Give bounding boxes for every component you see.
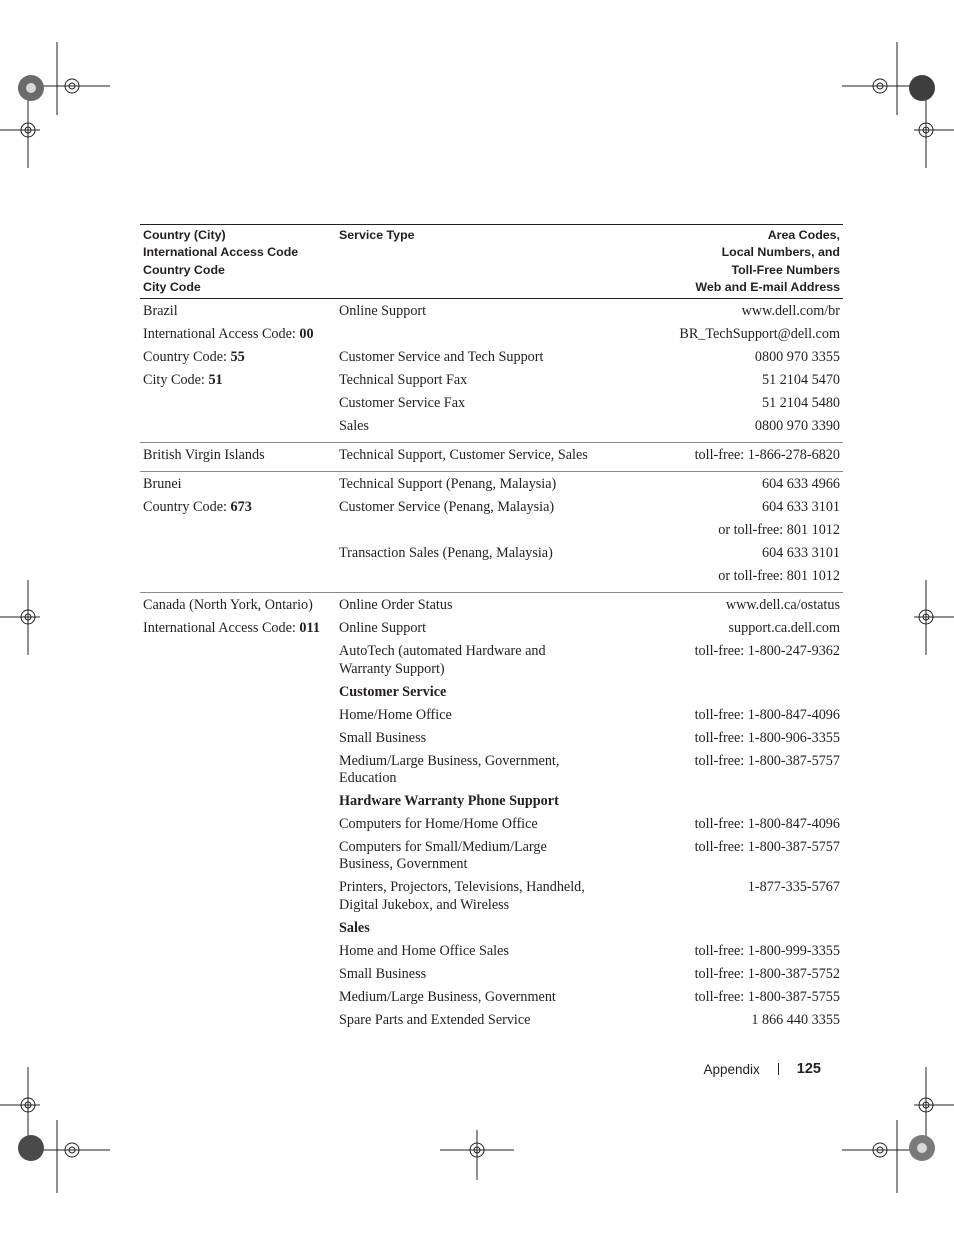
service-type-cell <box>339 326 601 343</box>
table-row <box>140 499 843 516</box>
contact-number-cell <box>601 684 840 701</box>
table-row <box>140 753 843 788</box>
table-row <box>140 476 843 493</box>
service-type-cell: Computers for Home/Home Office <box>339 816 538 832</box>
country-group <box>140 299 843 443</box>
table-row <box>140 793 843 810</box>
contact-number-cell: support.ca.dell.com <box>728 620 840 637</box>
table-row <box>140 643 843 678</box>
country-cell <box>143 545 339 562</box>
table-row <box>140 1012 843 1029</box>
country-cell <box>143 730 339 747</box>
country-cell: International Access Code: 011 <box>143 620 320 637</box>
contact-table <box>140 224 843 1036</box>
country-cell <box>143 707 339 724</box>
service-type-cell: Medium/Large Business, Government <box>339 988 556 1005</box>
country-cell <box>143 989 339 1006</box>
table-row <box>140 447 843 464</box>
service-type-cell: Home/Home Office <box>339 706 452 723</box>
table-row <box>140 597 843 614</box>
country-cell <box>143 418 339 435</box>
country-cell <box>143 966 339 983</box>
country-group <box>140 443 843 472</box>
contact-number-cell: toll-free: 1-800-906-3355 <box>694 729 840 746</box>
service-type-cell: Small Business <box>339 965 427 982</box>
contact-number-cell: 1-877-335-5767 <box>747 879 840 896</box>
table-row <box>140 372 843 389</box>
contact-number-cell: toll-free: 1-800-387-5757 <box>694 839 840 855</box>
service-type-cell: Transaction Sales (Penang, Malaysia) <box>339 545 553 562</box>
service-type-cell: Technical Support (Penang, Malaysia) <box>339 476 557 493</box>
country-cell <box>143 684 339 701</box>
table-row <box>140 943 843 960</box>
country-cell: City Code: 51 <box>143 372 223 389</box>
contact-number-cell: www.dell.com/br <box>741 303 840 320</box>
contact-number-cell: or toll-free: 801 1012 <box>718 522 840 539</box>
country-cell: Brazil <box>143 303 178 320</box>
contact-number-cell: toll-free: 1-800-847-4096 <box>694 706 840 723</box>
service-type-cell: Sales <box>339 418 369 435</box>
service-type-cell: Computers for Small/Medium/Large Business, Government <box>339 839 547 873</box>
table-row <box>140 395 843 412</box>
table-row <box>140 879 843 914</box>
service-type-cell <box>339 522 601 539</box>
contact-number-cell: or toll-free: 801 1012 <box>718 568 840 585</box>
contact-number-cell <box>601 793 840 810</box>
service-type-cell: Customer Service <box>339 683 447 700</box>
table-row <box>140 989 843 1006</box>
country-cell <box>143 839 339 874</box>
service-type-cell: Medium/Large Business, Government, Education <box>339 752 560 786</box>
service-type-cell: Customer Service Fax <box>339 395 466 412</box>
service-type-cell: Online Order Status <box>339 597 453 614</box>
contact-number-cell: 1 866 440 3355 <box>751 1011 840 1028</box>
contact-number-cell: 604 633 4966 <box>761 476 840 493</box>
country-cell <box>143 879 339 914</box>
country-cell <box>143 568 339 585</box>
contact-number-cell: 604 633 3101 <box>761 545 840 562</box>
table-body <box>140 299 843 1036</box>
table-row <box>140 684 843 701</box>
contact-number-cell: 51 2104 5470 <box>761 372 840 389</box>
service-type-cell: Small Business <box>339 729 427 746</box>
table-row <box>140 418 843 435</box>
footer-divider <box>778 1063 779 1075</box>
header-numbers: Area Codes, Local Numbers, and Toll-Free Numbers Web and E-mail Address <box>695 228 840 294</box>
contact-number-cell: toll-free: 1-800-387-5752 <box>694 965 840 982</box>
service-type-cell: Home and Home Office Sales <box>339 942 509 959</box>
table-row <box>140 707 843 724</box>
contact-number-cell: 604 633 3101 <box>761 499 840 516</box>
country-cell: Country Code: 55 <box>143 349 245 366</box>
contact-number-cell: BR_TechSupport@dell.com <box>679 326 840 343</box>
contact-number-cell: toll-free: 1-800-847-4096 <box>694 816 840 832</box>
country-cell <box>143 753 339 788</box>
country-cell: Country Code: 673 <box>143 499 252 516</box>
page-number: 125 <box>796 1061 821 1077</box>
country-cell <box>143 816 339 833</box>
contact-number-cell: 0800 970 3355 <box>754 349 840 366</box>
country-cell <box>143 643 339 678</box>
contact-number-cell: www.dell.ca/ostatus <box>725 597 840 614</box>
service-type-cell: Technical Support, Customer Service, Sales <box>339 447 588 464</box>
contact-number-cell: toll-free: 1-800-999-3355 <box>694 942 840 959</box>
table-row <box>140 730 843 747</box>
country-cell <box>143 920 339 937</box>
table-row <box>140 545 843 562</box>
table-row <box>140 326 843 343</box>
country-cell <box>143 522 339 539</box>
country-cell <box>143 793 339 810</box>
table-row <box>140 620 843 637</box>
header-service-type: Service Type <box>339 228 415 242</box>
country-cell: British Virgin Islands <box>143 447 265 464</box>
service-type-cell: Technical Support Fax <box>339 372 468 389</box>
service-type-cell: Customer Service and Tech Support <box>339 349 544 366</box>
table-row <box>140 920 843 937</box>
table-row <box>140 816 843 833</box>
contact-number-cell: toll-free: 1-800-387-5757 <box>694 752 840 769</box>
service-type-cell: AutoTech (automated Hardware and Warranty Support) <box>339 643 546 677</box>
table-row <box>140 568 843 585</box>
table-row <box>140 966 843 983</box>
table-row <box>140 349 843 366</box>
footer-section: Appendix <box>703 1061 760 1077</box>
contact-number-cell: toll-free: 1-866-278-6820 <box>694 447 840 464</box>
contact-number-cell: toll-free: 1-800-247-9362 <box>694 643 840 660</box>
country-cell: International Access Code: 00 <box>143 326 314 343</box>
contact-number-cell: 51 2104 5480 <box>761 395 840 412</box>
country-cell <box>143 1012 339 1029</box>
service-type-cell: Customer Service (Penang, Malaysia) <box>339 499 555 516</box>
table-row <box>140 522 843 539</box>
service-type-cell: Online Support <box>339 620 427 637</box>
service-type-cell <box>339 568 601 585</box>
country-cell <box>143 943 339 960</box>
country-cell: Brunei <box>143 476 182 493</box>
header-country: Country (City) International Access Code Country Code City Code <box>143 228 299 294</box>
country-cell <box>143 395 339 412</box>
contact-number-cell: 0800 970 3390 <box>754 418 840 435</box>
table-row <box>140 839 843 874</box>
service-type-cell: Hardware Warranty Phone Support <box>339 793 559 809</box>
contact-number-cell <box>601 920 840 937</box>
table-header <box>140 225 843 299</box>
table-row <box>140 303 843 320</box>
service-type-cell: Online Support <box>339 303 427 320</box>
service-type-cell: Spare Parts and Extended Service <box>339 1011 531 1028</box>
page-footer <box>704 1061 822 1077</box>
service-type-cell: Sales <box>339 919 370 936</box>
service-type-cell: Printers, Projectors, Televisions, Handheld, Digital Jukebox, and Wireless <box>339 879 585 913</box>
country-group <box>140 472 843 593</box>
country-group <box>140 593 843 1036</box>
country-cell: Canada (North York, Ontario) <box>143 597 313 614</box>
contact-number-cell: toll-free: 1-800-387-5755 <box>694 988 840 1005</box>
